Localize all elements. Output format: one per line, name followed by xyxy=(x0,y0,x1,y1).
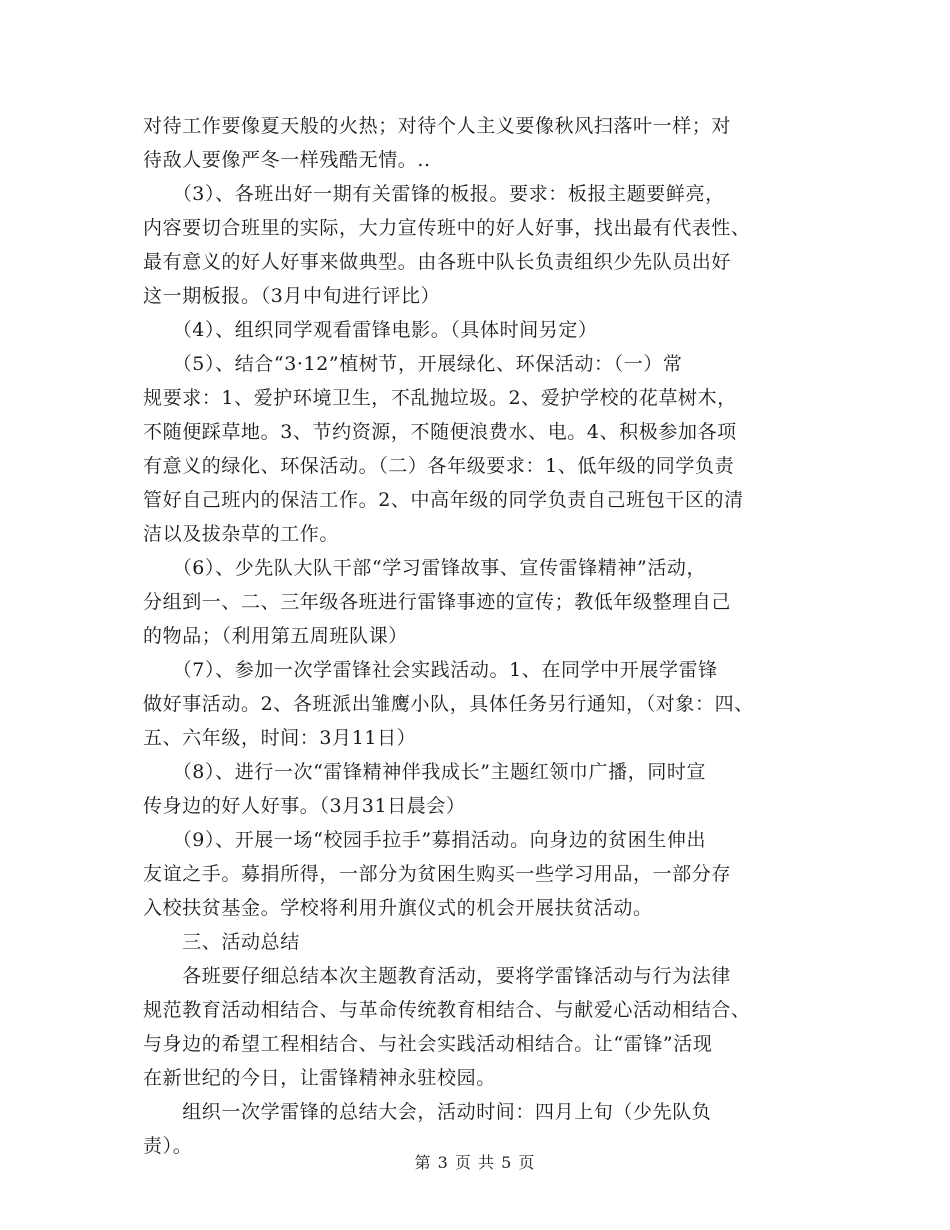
text-line: 组织一次学雷锋的总结大会，活动时间：四月上旬（少先队负 xyxy=(143,1101,712,1123)
text-line: 规范教育活动相结合、与革命传统教育相结合、与献爱心活动相结合、 xyxy=(143,999,751,1021)
text-line: 最有意义的好人好事来做典型。由各班中队长负责组织少先队员出好 xyxy=(143,251,732,273)
text-line: 传身边的好人好事。（3月31日晨会） xyxy=(143,795,466,817)
page-footer: 第 3 页 共 5 页 xyxy=(414,1153,536,1172)
text-line: 责）。 xyxy=(143,1135,193,1157)
text-line: （6）、少先队大队干部“学习雷锋故事、宣传雷锋精神”活动， xyxy=(143,557,707,579)
text-line: 各班要仔细总结本次主题教育活动，要将学雷锋活动与行为法律 xyxy=(143,965,732,987)
text-line: 洁以及拔杂草的工作。 xyxy=(143,523,340,545)
text-line: 与身边的希望工程相结合、与社会实践活动相结合。让“雷锋”活现 xyxy=(143,1033,713,1055)
text-line: 对待工作要像夏天般的火热；对待个人主义要像秋风扫落叶一样；对 xyxy=(143,115,732,137)
text-line: 的物品；（利用第五周班队课） xyxy=(143,625,408,647)
text-line: （8）、进行一次“雷锋精神伴我成长”主题红领巾广播，同时宣 xyxy=(143,761,707,783)
text-line: 内容要切合班里的实际，大力宣传班中的好人好事，找出最有代表性、 xyxy=(143,217,751,239)
text-line: （3）、各班出好一期有关雷锋的板报。要求：板报主题要鲜亮， xyxy=(143,183,725,205)
text-line: 分组到一、二、三年级各班进行雷锋事迹的宣传；教低年级整理自己 xyxy=(143,591,732,613)
document-body xyxy=(143,109,823,1163)
text-line: （9）、开展一场“校园手拉手”募捐活动。向身边的贫困生伸出 xyxy=(143,829,707,851)
text-line: 在新世纪的今日，让雷锋精神永驻校园。 xyxy=(143,1067,496,1089)
text-line: 五、六年级，时间：3月11日） xyxy=(143,727,417,749)
text-line: 入校扶贫基金。学校将利用升旗仪式的机会开展扶贫活动。 xyxy=(143,897,653,919)
text-line: 不随便踩草地。3、节约资源，不随便浪费水、电。4、积极参加各项 xyxy=(143,421,737,443)
text-line: 管好自己班内的保洁工作。2、中高年级的同学负责自己班包干区的清 xyxy=(143,489,744,511)
text-line: （5）、结合“3·12”植树节，开展绿化、环保活动：（一）常 xyxy=(143,353,683,375)
text-line: （4）、组织同学观看雷锋电影。（具体时间另定） xyxy=(143,319,598,341)
text-line: 友谊之手。募捐所得，一部分为贫困生购买一些学习用品，一部分存 xyxy=(143,863,732,885)
text-line: 做好事活动。2、各班派出雏鹰小队，具体任务另行通知，（对象：四、 xyxy=(143,693,754,715)
text-line: 规要求：1、爱护环境卫生，不乱抛垃圾。2、爱护学校的花草树木， xyxy=(143,387,737,409)
text-line: 这一期板报。（3月中旬进行评比） xyxy=(143,285,441,307)
text-line: 有意义的绿化、环保活动。（二）各年级要求：1、低年级的同学负责 xyxy=(143,455,735,477)
text-line: 待敌人要像严冬一样残酷无情。.. xyxy=(143,149,431,171)
text-line: 三、活动总结 xyxy=(143,931,300,953)
text-line: （7）、参加一次学雷锋社会实践活动。1、在同学中开展学雷锋 xyxy=(143,659,718,681)
